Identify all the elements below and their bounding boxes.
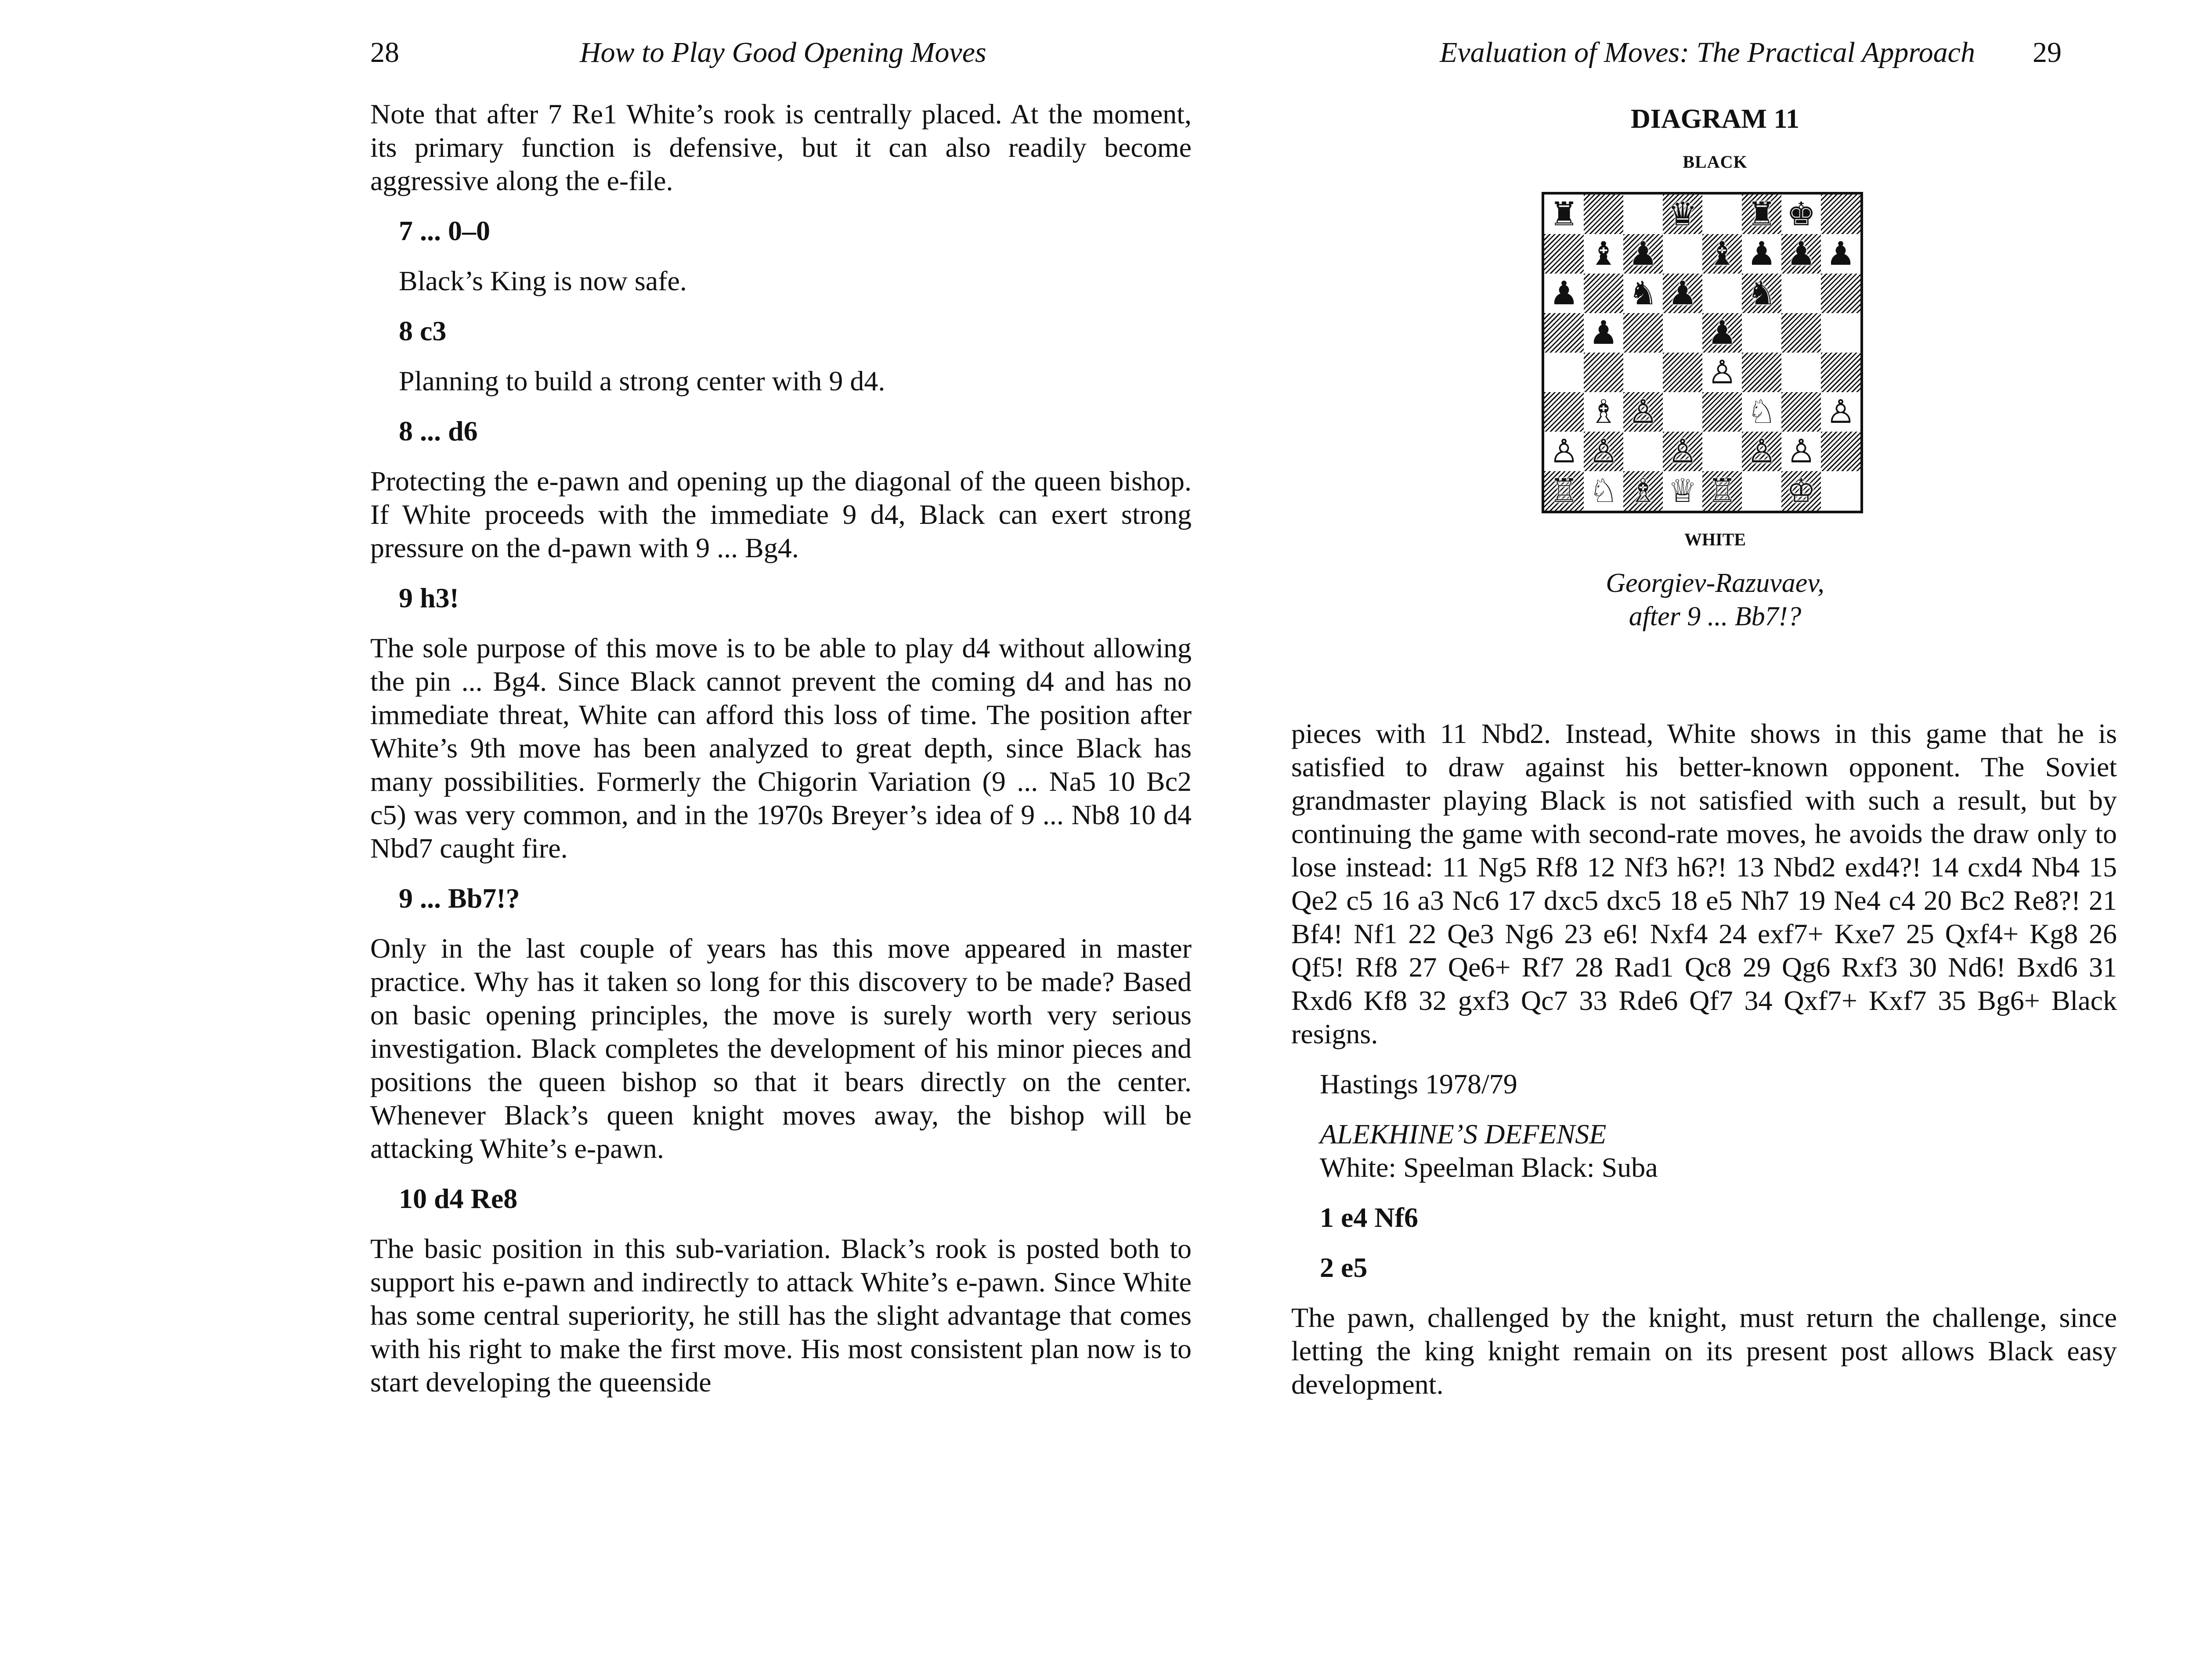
board-square [1544, 392, 1584, 432]
chess-piece-icon: ♙ [1589, 433, 1618, 470]
chess-piece-icon: ♙ [1549, 433, 1579, 470]
board-square [1584, 471, 1623, 511]
board-square [1544, 195, 1584, 234]
chess-piece-icon: ♟ [1786, 235, 1816, 273]
chess-piece-icon: ♜ [1747, 195, 1777, 233]
board-square [1702, 353, 1742, 392]
chess-piece-icon: ♙ [1786, 433, 1816, 470]
board-square [1544, 274, 1584, 313]
board-square [1821, 274, 1860, 313]
board-square [1781, 313, 1821, 353]
chess-piece-icon: ♘ [1747, 393, 1777, 431]
page-number-right: 29 [2033, 36, 2062, 68]
move-line: 10 d4 Re8 [399, 1183, 518, 1214]
game-header [1320, 1118, 2117, 1184]
left-text-column [370, 97, 1192, 1416]
board-square [1702, 471, 1742, 511]
board-square [1781, 234, 1821, 274]
board-square [1623, 471, 1663, 511]
board-square [1584, 432, 1623, 471]
page-number-left: 28 [370, 36, 399, 68]
chess-piece-icon: ♞ [1628, 274, 1658, 312]
board-square [1781, 195, 1821, 234]
board-square [1623, 234, 1663, 274]
board-square [1623, 392, 1663, 432]
paragraph: Planning to build a strong center with 9 d4. [399, 365, 885, 397]
board-square [1663, 195, 1702, 234]
chess-piece-icon: ♝ [1589, 235, 1618, 273]
board-square [1821, 195, 1860, 234]
chess-piece-icon: ♖ [1707, 472, 1737, 510]
board-square [1663, 432, 1702, 471]
board-square [1544, 313, 1584, 353]
chess-piece-icon: ♙ [1747, 433, 1777, 470]
caption-line: after 9 ... Bb7!? [1629, 602, 1802, 631]
board-square [1663, 353, 1702, 392]
board-square [1584, 195, 1623, 234]
board-square [1663, 234, 1702, 274]
diagram-title: DIAGRAM 11 [1630, 104, 1800, 134]
chess-piece-icon: ♝ [1707, 235, 1737, 273]
chess-piece-icon: ♛ [1668, 195, 1698, 233]
paragraph: The sole purpose of this move is to be able to play d4 without allowing the pin ... Bg4. Since Black cannot prevent the coming d4 and has no immediate threat, White can afford this loss of time. The position after White’s 9th move has been analyzed to great depth, since Black has many possibilities. Formerly the Chigorin Variation (9 ... Na5 10 Bc2 c5) was very common, and in the 1970s Breyer’s idea of 9 ... Nb8 10 d4 Nbd7 caught fire. [370, 632, 1192, 864]
board-square [1544, 353, 1584, 392]
board-square [1702, 274, 1742, 313]
board-square [1781, 353, 1821, 392]
board-square [1742, 234, 1781, 274]
move-line: 8 ... d6 [399, 415, 478, 447]
board-square [1742, 471, 1781, 511]
board-square [1663, 274, 1702, 313]
paragraph: The pawn, challenged by the knight, must return the challenge, since letting the king knight remain on its present post allows Black easy development. [1291, 1302, 2117, 1400]
chess-piece-icon: ♟ [1747, 235, 1777, 273]
move-line: 9 h3! [399, 582, 459, 613]
chess-piece-icon: ♟ [1628, 235, 1658, 273]
board-square [1821, 234, 1860, 274]
board-square [1702, 313, 1742, 353]
running-title-right: Evaluation of Moves: The Practical Approach [1440, 36, 1975, 68]
right-text-column [1291, 717, 2117, 1418]
chess-piece-icon: ♚ [1786, 195, 1816, 233]
board-square [1781, 471, 1821, 511]
board-square [1584, 234, 1623, 274]
board-square [1821, 392, 1860, 432]
chess-piece-icon: ♟ [1668, 274, 1698, 312]
chess-piece-icon: ♙ [1668, 433, 1698, 470]
board-square [1663, 392, 1702, 432]
board-square [1702, 195, 1742, 234]
board-square [1821, 313, 1860, 353]
board-square [1742, 274, 1781, 313]
board-square [1742, 353, 1781, 392]
chess-board [1542, 192, 1863, 513]
board-square [1742, 392, 1781, 432]
opening-name: ALEKHINE’S DEFENSE [1320, 1118, 1607, 1150]
board-square [1742, 313, 1781, 353]
board-square [1742, 195, 1781, 234]
chess-piece-icon: ♟ [1826, 235, 1856, 273]
board-square [1702, 432, 1742, 471]
board-square [1584, 313, 1623, 353]
diagram-caption [1517, 566, 1913, 633]
chess-piece-icon: ♙ [1826, 393, 1856, 431]
chess-piece-icon: ♔ [1786, 472, 1816, 510]
board-square [1623, 432, 1663, 471]
chess-piece-icon: ♗ [1628, 472, 1658, 510]
chess-piece-icon: ♟ [1549, 274, 1579, 312]
board-square [1663, 471, 1702, 511]
chess-piece-icon: ♟ [1707, 314, 1737, 352]
game-event: Hastings 1978/79 [1320, 1068, 1517, 1100]
move-line: 7 ... 0–0 [399, 215, 490, 246]
board-square [1702, 392, 1742, 432]
move-line: 8 c3 [399, 315, 447, 346]
move-line: 1 e4 Nf6 [1320, 1202, 1418, 1233]
board-square [1821, 471, 1860, 511]
board-square [1781, 392, 1821, 432]
chess-piece-icon: ♞ [1747, 274, 1777, 312]
board-square [1821, 432, 1860, 471]
paragraph: pieces with 11 Nbd2. Instead, White shows in this game that he is satisfied to draw against his better-known opponent. The Soviet grandmaster playing Black is not satisfied with such a result, but by continuing the game with second-rate moves, he avoids the draw only to lose instead: 11 Ng5 Rf8 12 Nf3 h6?! 13 Nbd2 exd4?! 14 cxd4 Nb4 15 Qe2 c5 16 a3 Nc6 17 dxc5 dxc5 18 e5 Nh7 19 Ne4 c4 20 Bc2 Re8?! 21 Bf4! Nf1 22 Qe3 Ng6 23 e6! Nxf4 24 exf7+ Kxe7 25 Qxf4+ Kg8 26 Qf5! Rf8 27 Qe6+ Rf7 28 Rad1 Qc8 29 Qg6 Rxf3 30 Nd6! Bxd6 31 Rxd6 Kf8 32 gxf3 Qc7 33 Rde6 Qf7 34 Qxf7+ Kxf7 35 Bg6+ Black resigns. [1291, 718, 2117, 1049]
board-square [1544, 234, 1584, 274]
paragraph: Only in the last couple of years has this move appeared in master practice. Why has it taken so long for this discovery to be made? Based on basic opening principles, the move is surely worth very serious investigation. Black completes the development of his minor pieces and positions the queen bishop so that it bears directly on the center. Whenever Black’s queen knight moves away, the bishop will be attacking White’s e-pawn. [370, 933, 1192, 1164]
running-title-left: How to Play Good Opening Moves [580, 36, 986, 68]
board-square [1584, 274, 1623, 313]
board-square [1544, 471, 1584, 511]
board-square [1781, 432, 1821, 471]
paragraph: Protecting the e-pawn and opening up the diagonal of the queen bishop. If White proceeds with the immediate 9 d4, Black can exert strong pressure on the d-pawn with 9 ... Bg4. [370, 465, 1192, 563]
board-square [1623, 353, 1663, 392]
chess-piece-icon: ♘ [1589, 472, 1618, 510]
board-square [1702, 234, 1742, 274]
board-square [1623, 195, 1663, 234]
board-square [1781, 274, 1821, 313]
board-square [1663, 313, 1702, 353]
board-square [1623, 274, 1663, 313]
board-square [1623, 313, 1663, 353]
chess-piece-icon: ♕ [1668, 472, 1698, 510]
chess-piece-icon: ♜ [1549, 195, 1579, 233]
chess-piece-icon: ♟ [1589, 314, 1618, 352]
board-square [1584, 353, 1623, 392]
move-line: 2 e5 [1320, 1252, 1368, 1283]
chess-piece-icon: ♖ [1549, 472, 1579, 510]
chess-piece-icon: ♙ [1707, 353, 1737, 391]
board-square [1742, 432, 1781, 471]
paragraph: The basic position in this sub-variation. Black’s rook is posted both to support his e-pawn and indirectly to attack White’s e-pawn. Since White has some central superiority, he still has the slight advantage that comes with his right to make the first move. His most consistent plan now is to start developing the queenside [370, 1233, 1192, 1398]
board-square [1821, 353, 1860, 392]
players-line: White: Speelman Black: Suba [1320, 1152, 1658, 1183]
paragraph: Black’s King is now safe. [399, 265, 687, 296]
caption-line: Georgiev-Razuvaev, [1606, 568, 1824, 598]
chess-piece-icon: ♙ [1628, 393, 1658, 431]
paragraph: Note that after 7 Re1 White’s rook is centrally placed. At the moment, its primary function is defensive, but it can also readily become aggressive along the e-file. [370, 98, 1192, 196]
diagram-white-label: WHITE [1684, 530, 1746, 549]
board-square [1584, 392, 1623, 432]
board-square [1544, 432, 1584, 471]
move-line: 9 ... Bb7!? [399, 883, 520, 914]
diagram-black-label: BLACK [1683, 152, 1748, 172]
chess-piece-icon: ♗ [1589, 393, 1618, 431]
